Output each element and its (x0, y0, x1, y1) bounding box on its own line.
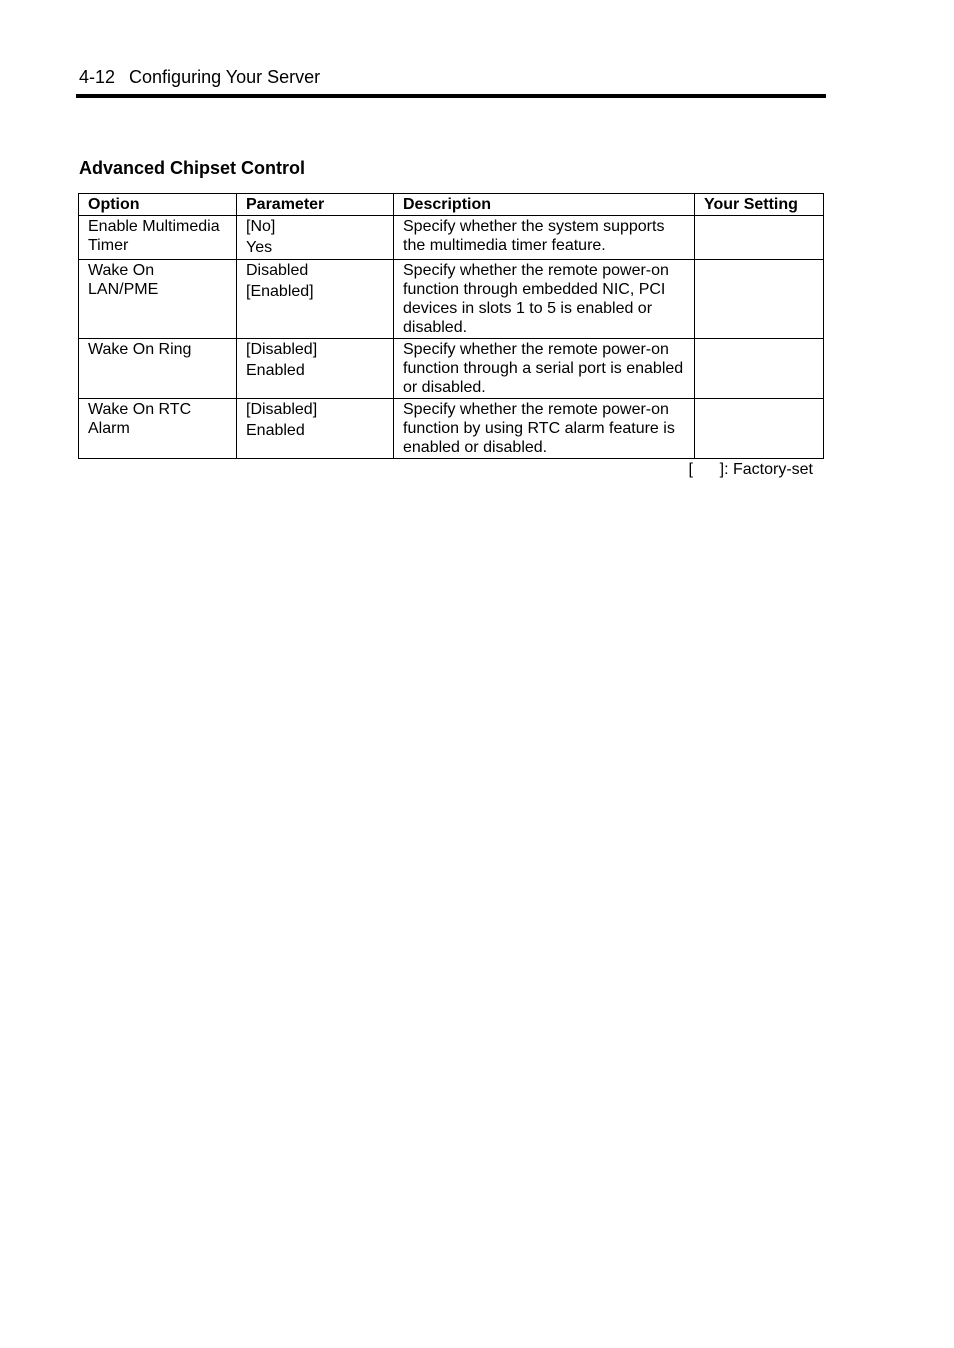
parameter-value: Disabled (246, 262, 309, 279)
parameter-cell (237, 216, 394, 260)
parameter-value: Enabled (246, 362, 305, 379)
option-cell: Enable Multimedia Timer (79, 216, 237, 260)
description-cell: Specify whether the remote power-on function through embedded NIC, PCI devices in slots 1 to 5 is enabled or disabled. (394, 260, 695, 339)
your-setting-cell[interactable] (695, 339, 824, 399)
section-title: Advanced Chipset Control (79, 158, 306, 178)
description-cell: Specify whether the system supports the multimedia timer feature. (394, 216, 695, 260)
table-row (79, 339, 824, 399)
header-rule (76, 94, 826, 98)
parameter-value: [Enabled] (246, 283, 314, 300)
factory-set-footnote: [ ]: Factory-set (688, 461, 813, 478)
column-header-option: Option (79, 194, 237, 216)
parameter-cell (237, 260, 394, 339)
your-setting-cell[interactable] (695, 399, 824, 459)
column-header-description: Description (394, 194, 695, 216)
page-header (79, 66, 320, 88)
parameter-cell (237, 399, 394, 459)
table-row (79, 399, 824, 459)
option-cell: Wake On LAN/PME (79, 260, 237, 339)
table-header-row (79, 194, 824, 216)
parameter-cell (237, 339, 394, 399)
table-row (79, 260, 824, 339)
chapter-title: Configuring Your Server (129, 67, 321, 87)
your-setting-cell[interactable] (695, 216, 824, 260)
description-cell: Specify whether the remote power-on function by using RTC alarm feature is enabled or disabled. (394, 399, 695, 459)
description-cell: Specify whether the remote power-on function through a serial port is enabled or disabled. (394, 339, 695, 399)
settings-table (78, 193, 824, 459)
your-setting-cell[interactable] (695, 260, 824, 339)
option-cell: Wake On RTC Alarm (79, 399, 237, 459)
table-row (79, 216, 824, 260)
parameter-value: [No] (246, 218, 276, 235)
parameter-value: Enabled (246, 422, 305, 439)
parameter-value: [Disabled] (246, 401, 318, 418)
parameter-value: Yes (246, 239, 273, 256)
column-header-parameter: Parameter (237, 194, 394, 216)
page-number: 4-12 (79, 67, 116, 87)
parameter-value: [Disabled] (246, 341, 318, 358)
option-cell: Wake On Ring (79, 339, 237, 399)
column-header-your-setting: Your Setting (695, 194, 824, 216)
